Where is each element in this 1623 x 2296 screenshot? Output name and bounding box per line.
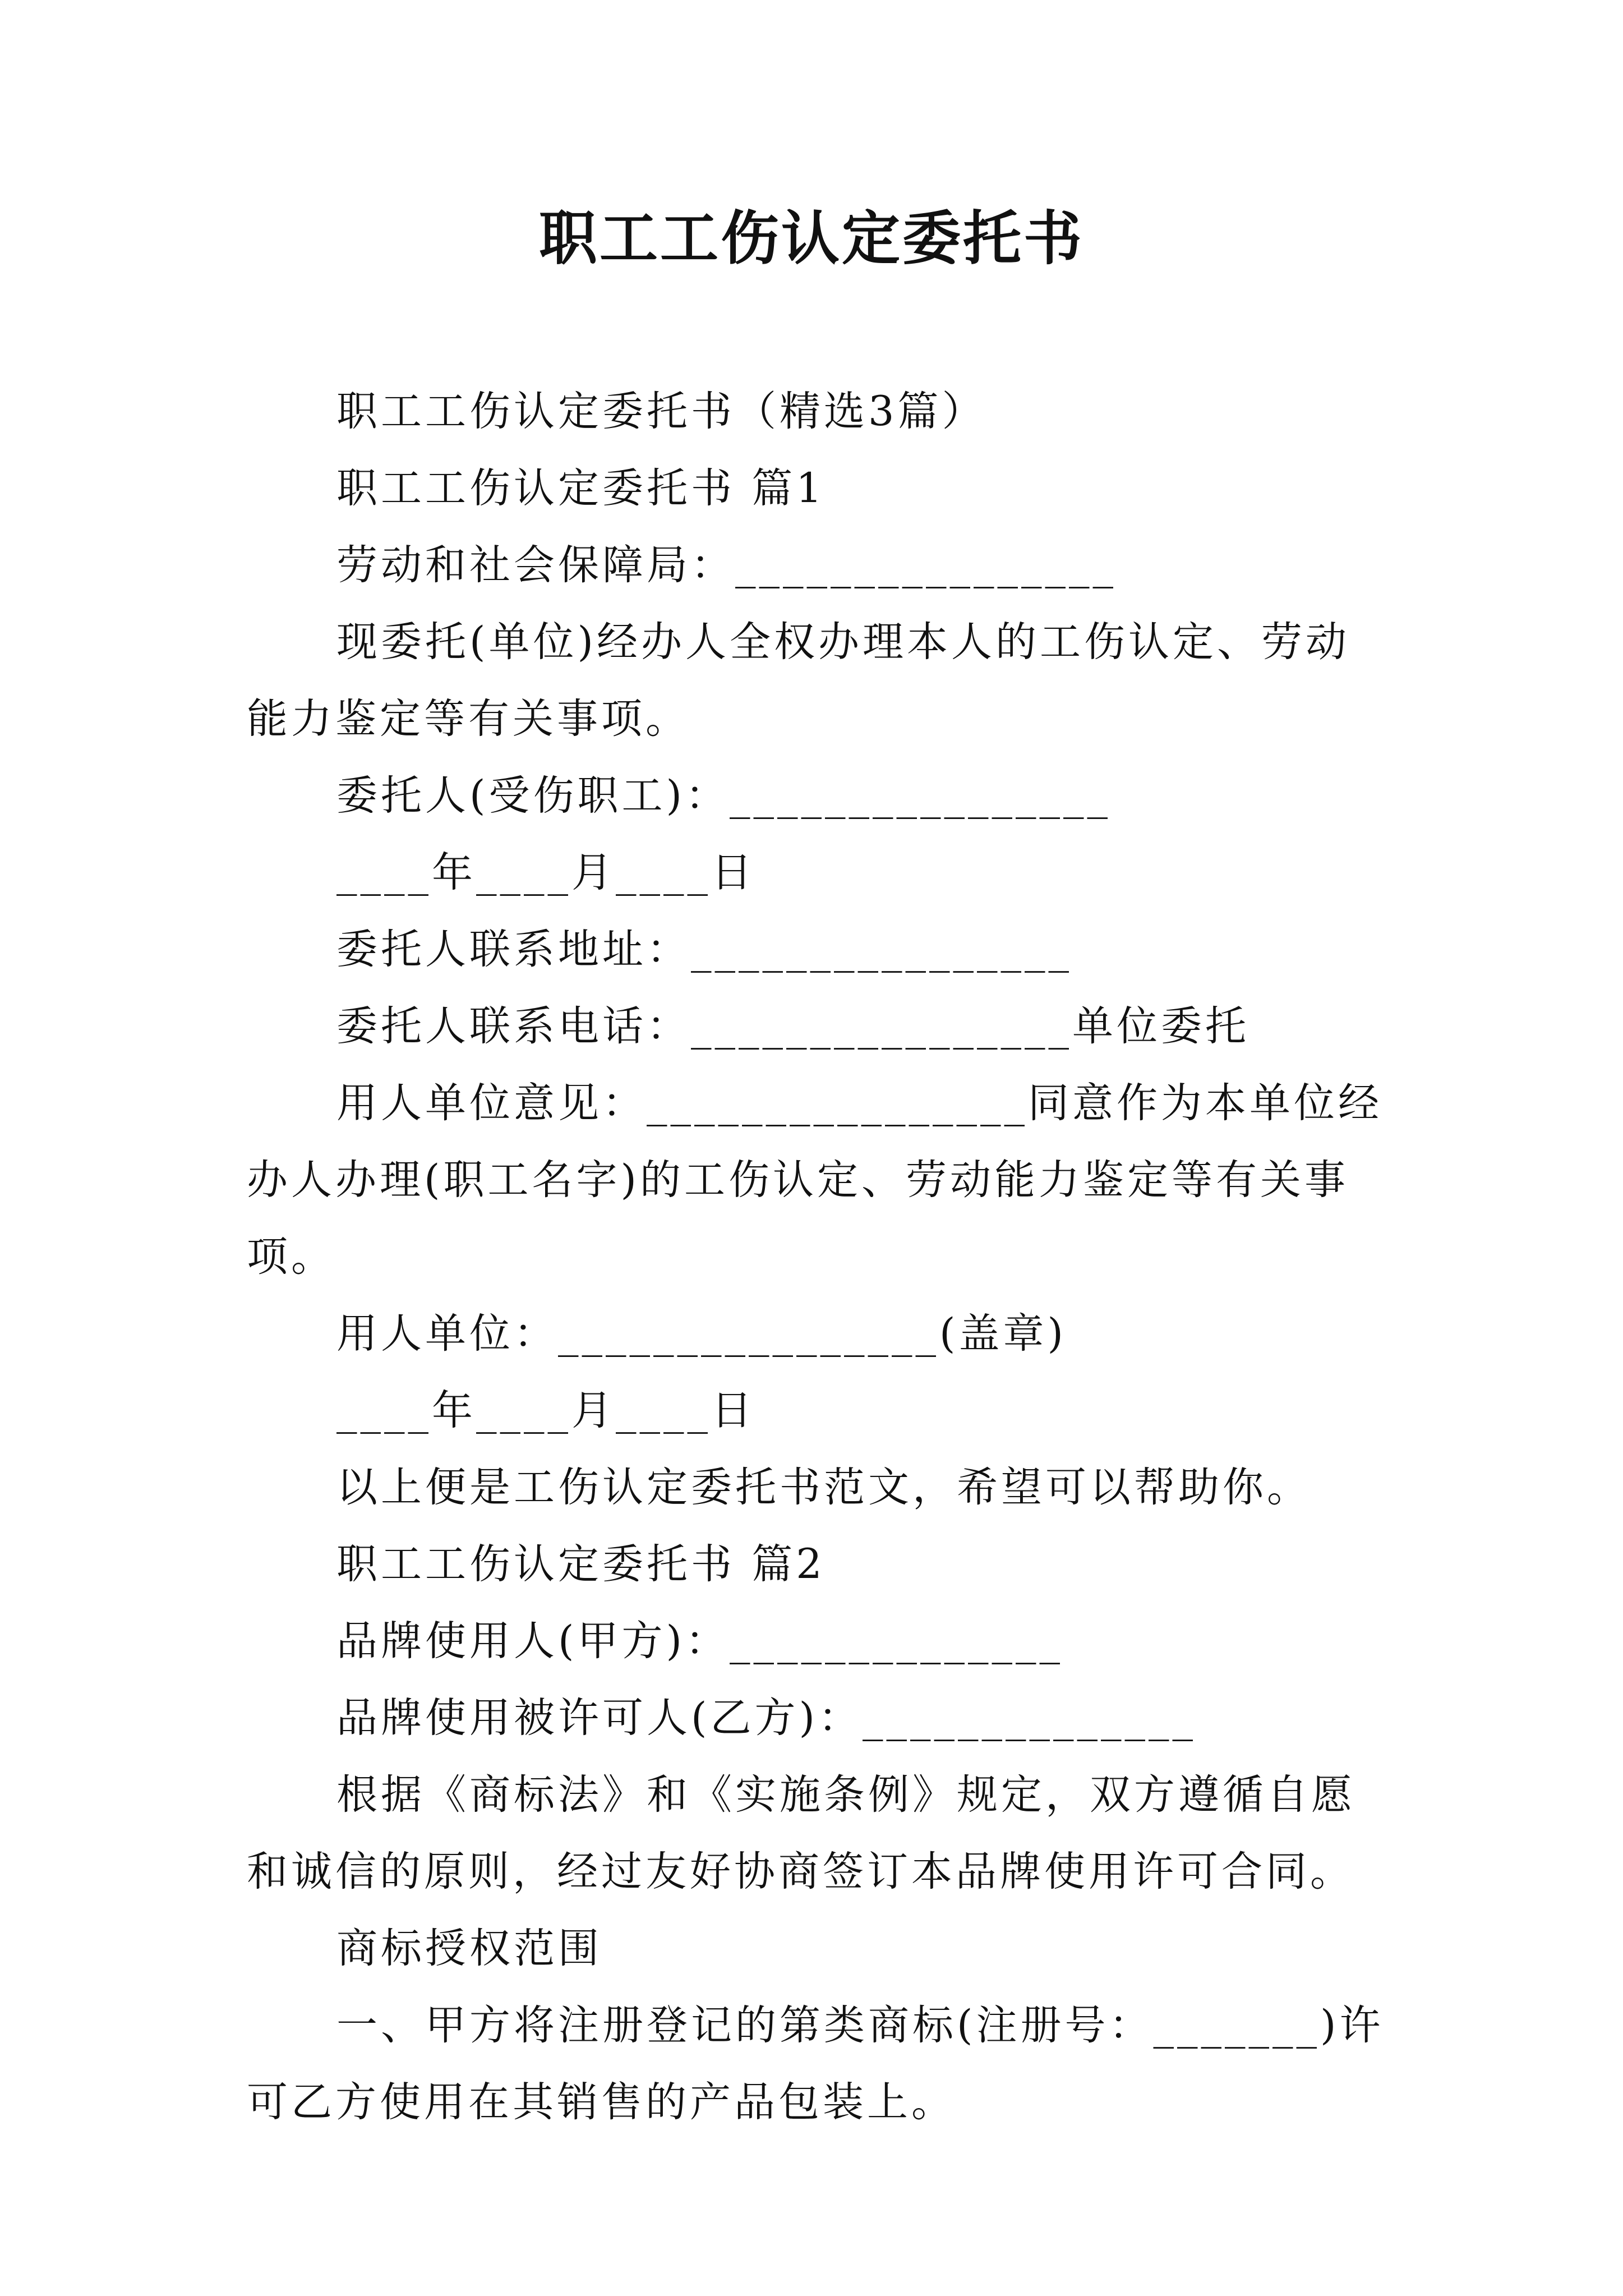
paragraph-closing: 以上便是工伤认定委托书范文，希望可以帮助你。 (336, 1464, 1311, 1511)
paragraph-subtitle: 职工工伤认定委托书（精选3篇） (336, 388, 986, 435)
paragraph-date-1: ____年____月____日 (336, 849, 755, 896)
paragraph-addressee: 劳动和社会保障局：________________ (336, 541, 1117, 589)
paragraph-party-a: 品牌使用人(甲方)：______________ (336, 1617, 1063, 1665)
document-body (247, 373, 1391, 2141)
paragraph-clause-1: 一、甲方将注册登记的第类商标(注册号：_______)许可乙方使用在其销售的产品包装上。 (247, 2001, 1384, 2126)
paragraph-client-address: 委托人联系地址：________________ (336, 926, 1072, 973)
paragraph-legal-basis: 根据《商标法》和《实施条例》规定，双方遵循自愿和诚信的原则，经过友好协商签订本品牌使用许可合同。 (247, 1771, 1355, 1895)
paragraph-client: 委托人(受伤职工)：________________ (336, 772, 1111, 820)
paragraph-section-2-heading: 职工工伤认定委托书 篇2 (336, 1540, 826, 1588)
paragraph-party-b: 品牌使用被许可人(乙方)：______________ (336, 1694, 1196, 1742)
paragraph-employer-opinion: 用人单位意见：________________同意作为本单位经办人办理(职工名字)的工伤认定、劳动能力鉴定等有关事项。 (247, 1079, 1382, 1281)
paragraph-date-2: ____年____月____日 (336, 1387, 755, 1434)
paragraph-employer-seal: 用人单位：________________(盖章) (336, 1310, 1067, 1358)
paragraph-scope-heading: 商标授权范围 (336, 1925, 602, 1972)
paragraph-entrust-statement: 现委托(单位)经办人全权办理本人的工伤认定、劳动能力鉴定等有关事项。 (247, 618, 1350, 743)
paragraph-client-phone: 委托人联系电话：________________单位委托 (336, 1002, 1249, 1050)
document-title: 职工工伤认定委托书 (538, 204, 1084, 273)
paragraph-section-1-heading: 职工工伤认定委托书 篇1 (336, 464, 826, 512)
